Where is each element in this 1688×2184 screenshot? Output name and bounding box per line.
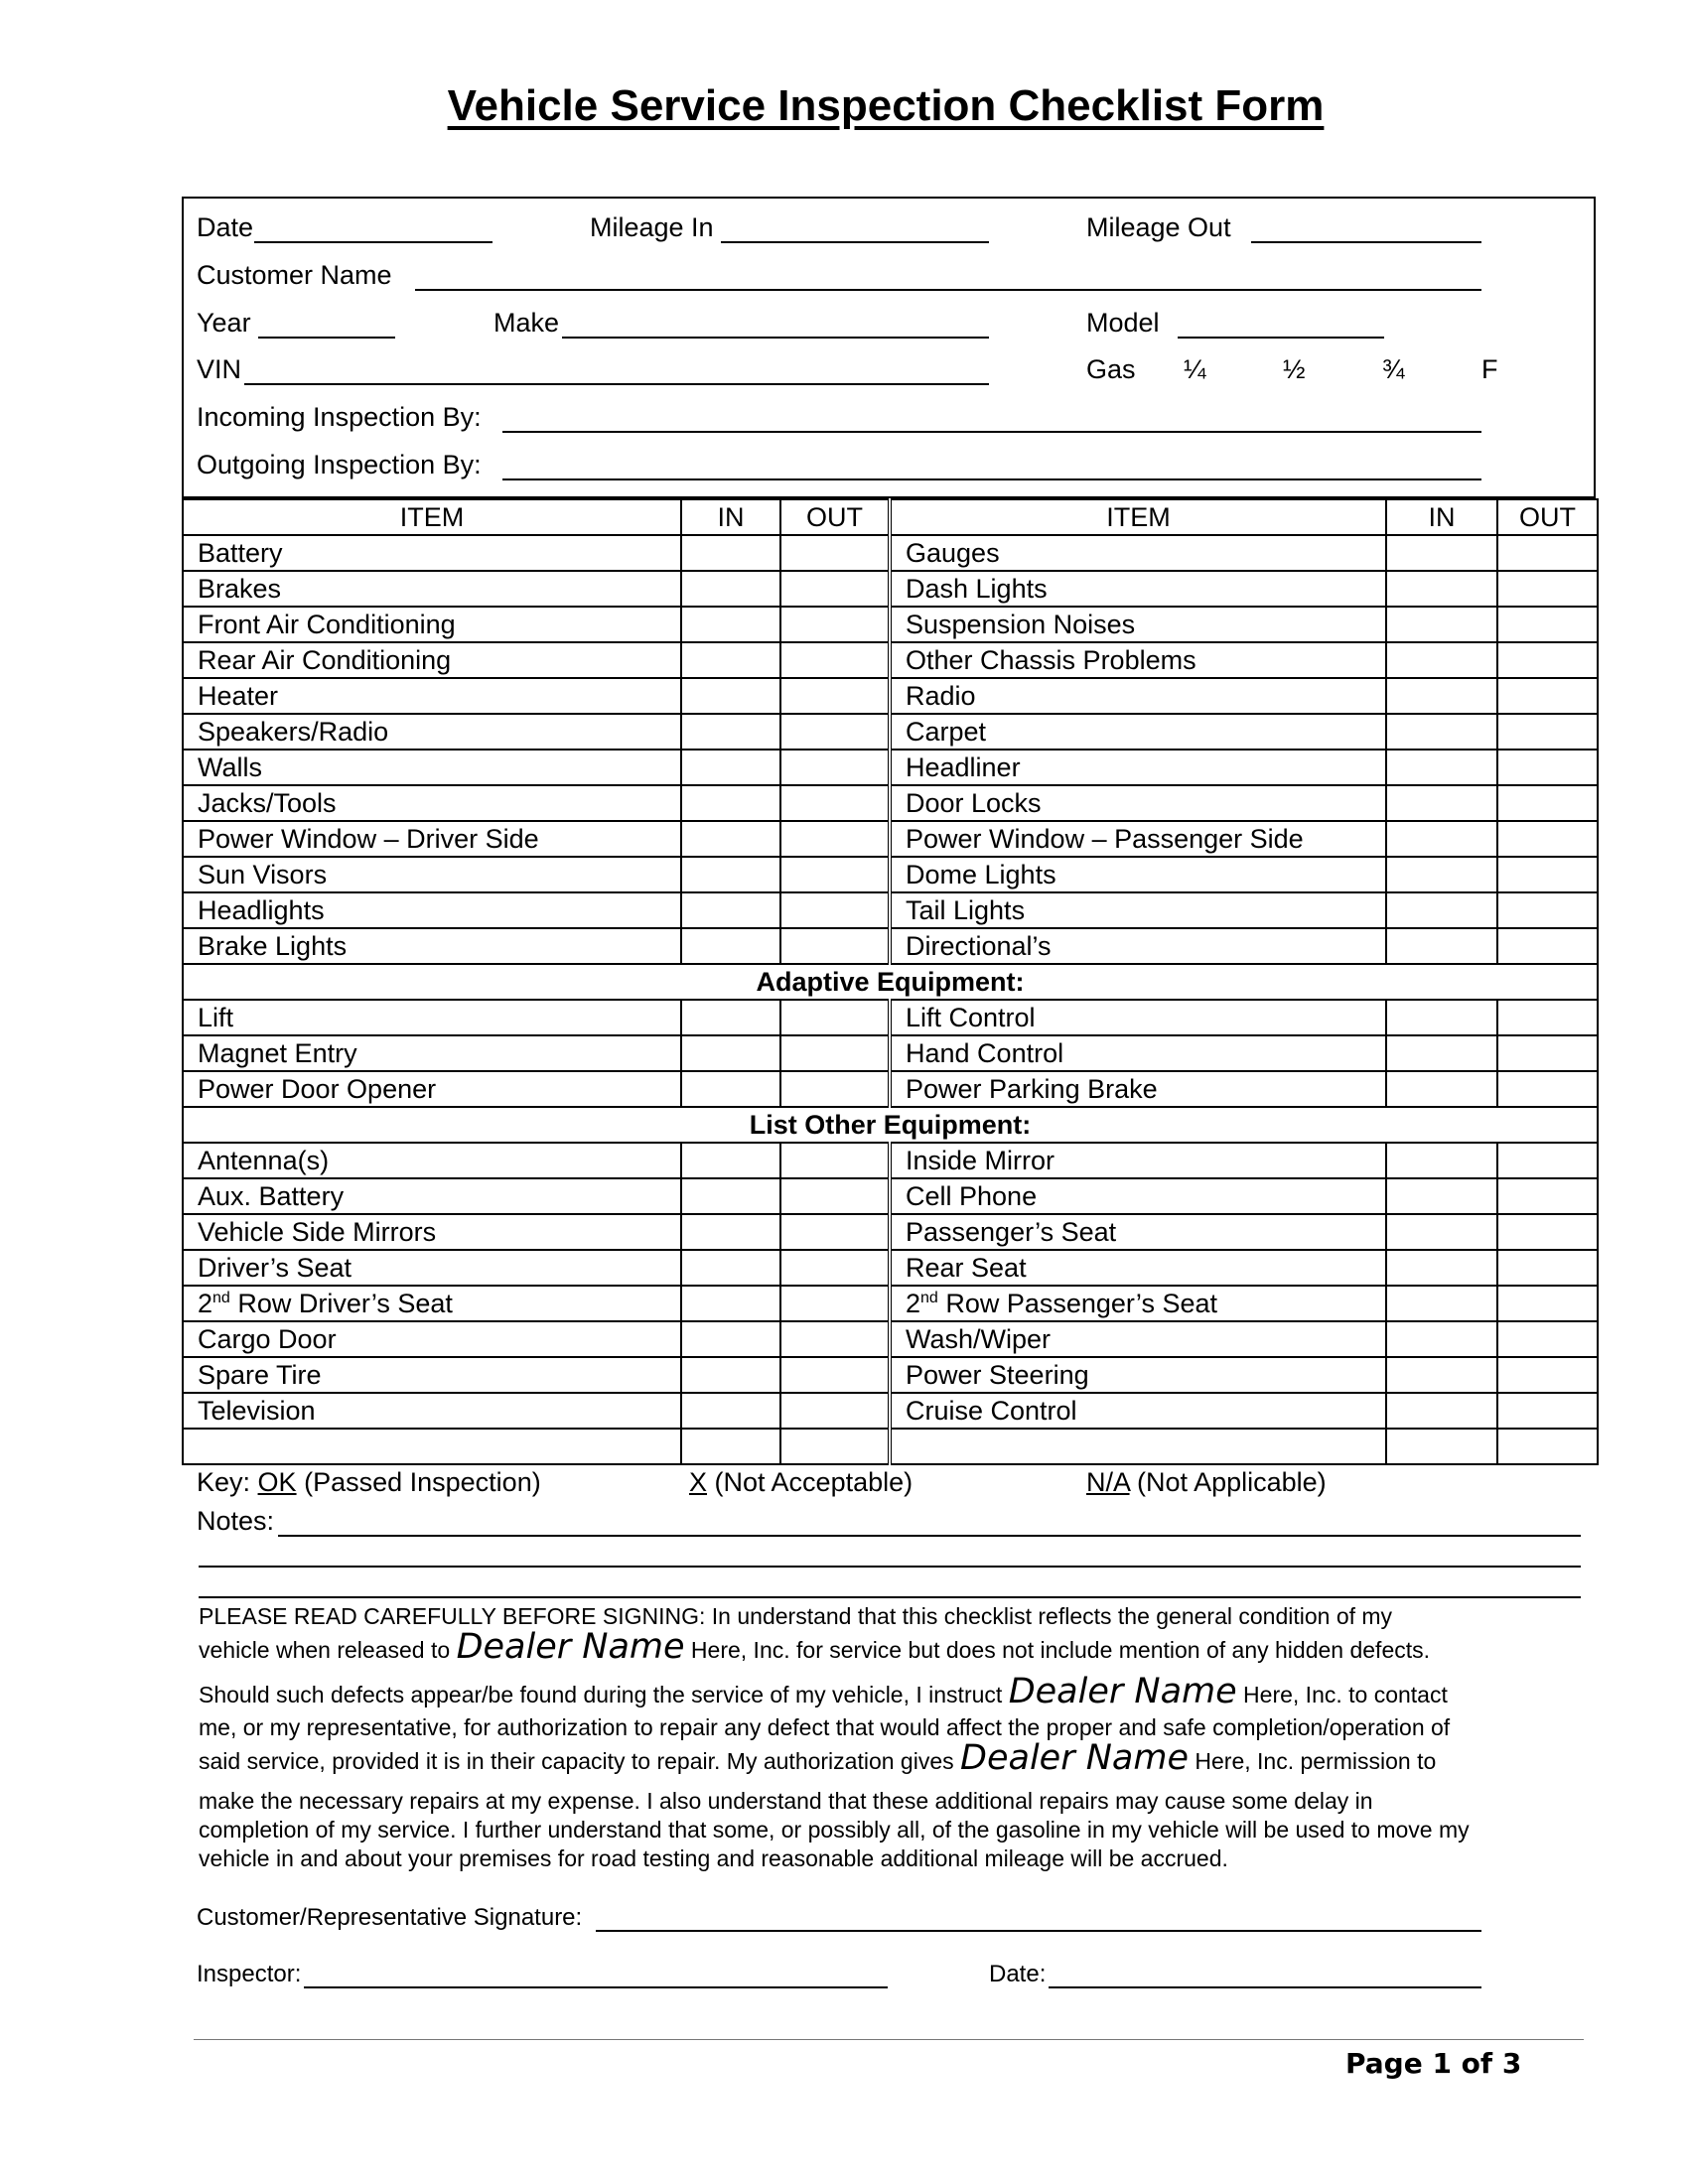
- table-header-row: [183, 499, 1598, 535]
- outgoing-inspection-field[interactable]: [502, 478, 1481, 480]
- table-row: [183, 678, 1598, 714]
- checklist-item-label: Power Parking Brake: [890, 1071, 1386, 1107]
- key-ok: OK: [257, 1467, 297, 1497]
- table-row: [183, 1393, 1598, 1429]
- year-label: Year: [197, 308, 251, 338]
- out-checkbox-cell[interactable]: [780, 1357, 890, 1393]
- disclaimer-text: Here, Inc. to contact: [1243, 1682, 1448, 1707]
- in-checkbox-cell[interactable]: [681, 678, 780, 714]
- table-row: [183, 1357, 1598, 1393]
- in-checkbox-cell[interactable]: [681, 1357, 780, 1393]
- out-checkbox-cell[interactable]: [780, 678, 890, 714]
- out-checkbox-cell[interactable]: [1497, 1178, 1598, 1214]
- in-checkbox-cell[interactable]: [1386, 892, 1497, 928]
- date-field[interactable]: [254, 241, 492, 243]
- gas-half-option[interactable]: ½: [1283, 354, 1306, 384]
- in-checkbox-cell[interactable]: [681, 1321, 780, 1357]
- out-checkbox-cell[interactable]: [780, 714, 890, 750]
- out-checkbox-cell[interactable]: [780, 535, 890, 571]
- disclaimer-line-6: make the necessary repairs at my expense. I also understand that these additional repairs may cause some delay in: [199, 1788, 1373, 1814]
- table-row: [183, 857, 1598, 892]
- blank-item-cell[interactable]: [183, 1429, 681, 1464]
- out-checkbox-cell[interactable]: [780, 642, 890, 678]
- in-checkbox-cell[interactable]: [681, 785, 780, 821]
- in-checkbox-cell[interactable]: [681, 571, 780, 607]
- checklist-item-label: Vehicle Side Mirrors: [183, 1214, 681, 1250]
- out-checkbox-cell[interactable]: [780, 607, 890, 642]
- in-column-header: IN: [681, 499, 780, 535]
- table-row: [183, 892, 1598, 928]
- in-checkbox-cell[interactable]: [681, 1393, 780, 1429]
- out-checkbox-cell[interactable]: [1497, 678, 1598, 714]
- blank-checkbox-cell[interactable]: [780, 1429, 890, 1464]
- checklist-item-label: Power Door Opener: [183, 1071, 681, 1107]
- checklist-item-label: Headlights: [183, 892, 681, 928]
- out-checkbox-cell[interactable]: [780, 1393, 890, 1429]
- in-checkbox-cell[interactable]: [1386, 1035, 1497, 1071]
- out-checkbox-cell[interactable]: [780, 1143, 890, 1178]
- in-checkbox-cell[interactable]: [681, 892, 780, 928]
- footer-divider: [194, 2039, 1584, 2040]
- out-checkbox-cell[interactable]: [1497, 571, 1598, 607]
- page-number: Page 1 of 3: [1345, 2047, 1522, 2080]
- customer-signature-label: Customer/Representative Signature:: [197, 1904, 583, 1931]
- in-checkbox-cell[interactable]: [1386, 1143, 1497, 1178]
- mileage-out-label: Mileage Out: [1086, 212, 1231, 242]
- checklist-item-label: Battery: [183, 535, 681, 571]
- item-column-header: ITEM: [183, 499, 681, 535]
- checklist-item-label: Other Chassis Problems: [890, 642, 1386, 678]
- checklist-item-label: Aux. Battery: [183, 1178, 681, 1214]
- make-field[interactable]: [562, 337, 989, 339]
- in-checkbox-cell[interactable]: [1386, 1214, 1497, 1250]
- in-checkbox-cell[interactable]: [681, 750, 780, 785]
- inspection-checklist-table: [182, 498, 1599, 1465]
- disclaimer-text: Here, Inc. permission to: [1195, 1748, 1437, 1774]
- checklist-item-label: Television: [183, 1393, 681, 1429]
- out-checkbox-cell[interactable]: [780, 1286, 890, 1321]
- gas-label: Gas: [1086, 354, 1136, 384]
- customer-name-field[interactable]: [415, 289, 1481, 291]
- in-checkbox-cell[interactable]: [1386, 1321, 1497, 1357]
- in-checkbox-cell[interactable]: [681, 1071, 780, 1107]
- table-row: [183, 1214, 1598, 1250]
- in-checkbox-cell[interactable]: [681, 1250, 780, 1286]
- disclaimer-line-4: me, or my representative, for authorization to repair any defect that would affect the proper and safe completion/operation of: [199, 1714, 1451, 1740]
- checklist-item-label: Radio: [890, 678, 1386, 714]
- disclaimer-line-2: [199, 1627, 1609, 1667]
- in-checkbox-cell[interactable]: [681, 857, 780, 892]
- in-checkbox-cell[interactable]: [1386, 928, 1497, 964]
- adaptive-equipment-heading: Adaptive Equipment:: [183, 964, 1598, 1000]
- customer-name-label: Customer Name: [197, 260, 392, 290]
- out-checkbox-cell[interactable]: [1497, 714, 1598, 750]
- item-column-header: ITEM: [890, 499, 1386, 535]
- table-row: [183, 1286, 1598, 1321]
- out-checkbox-cell[interactable]: [1497, 1393, 1598, 1429]
- checklist-item-label: Jacks/Tools: [183, 785, 681, 821]
- date-label: Date: [197, 212, 254, 242]
- out-checkbox-cell[interactable]: [1497, 1250, 1598, 1286]
- notes-line-1[interactable]: [278, 1535, 1581, 1537]
- key-ok-desc: (Passed Inspection): [304, 1467, 541, 1497]
- checklist-item-label: Door Locks: [890, 785, 1386, 821]
- disclaimer-text: said service, provided it is in their capacity to repair. My authorization gives: [199, 1748, 954, 1774]
- in-checkbox-cell[interactable]: [1386, 857, 1497, 892]
- out-checkbox-cell[interactable]: [1497, 1214, 1598, 1250]
- in-checkbox-cell[interactable]: [681, 821, 780, 857]
- checklist-item-label: Dome Lights: [890, 857, 1386, 892]
- in-checkbox-cell[interactable]: [681, 714, 780, 750]
- out-checkbox-cell[interactable]: [1497, 1286, 1598, 1321]
- checklist-item-label: Headliner: [890, 750, 1386, 785]
- checklist-item-label: Cruise Control: [890, 1393, 1386, 1429]
- out-checkbox-cell[interactable]: [1497, 642, 1598, 678]
- checklist-item-label: Power Window – Passenger Side: [890, 821, 1386, 857]
- notes-line-2[interactable]: [199, 1566, 1581, 1568]
- out-checkbox-cell[interactable]: [780, 785, 890, 821]
- blank-checkbox-cell[interactable]: [1497, 1429, 1598, 1464]
- out-checkbox-cell[interactable]: [1497, 1000, 1598, 1035]
- checklist-item-label: Rear Seat: [890, 1250, 1386, 1286]
- in-checkbox-cell[interactable]: [681, 1035, 780, 1071]
- table-row: [183, 1178, 1598, 1214]
- disclaimer-text: Here, Inc. for service but does not include mention of any hidden defects.: [690, 1637, 1431, 1663]
- checklist-item-label: Brakes: [183, 571, 681, 607]
- in-checkbox-cell[interactable]: [1386, 1178, 1497, 1214]
- dealer-name: Dealer Name: [456, 1627, 685, 1667]
- customer-signature-field[interactable]: [596, 1930, 1481, 1932]
- key-x-line: [689, 1467, 913, 1498]
- out-checkbox-cell[interactable]: [1497, 1143, 1598, 1178]
- table-row: [183, 1071, 1598, 1107]
- form-title: Vehicle Service Inspection Checklist Form: [447, 81, 1325, 130]
- in-checkbox-cell[interactable]: [681, 607, 780, 642]
- checklist-item-label: Rear Air Conditioning: [183, 642, 681, 678]
- out-checkbox-cell[interactable]: [1497, 1321, 1598, 1357]
- mileage-in-label: Mileage In: [590, 212, 714, 242]
- notes-label: Notes:: [197, 1506, 275, 1536]
- signature-date-label: Date:: [989, 1961, 1047, 1987]
- checklist-item-label: Brake Lights: [183, 928, 681, 964]
- blank-checkbox-cell[interactable]: [1386, 1429, 1497, 1464]
- in-checkbox-cell[interactable]: [1386, 607, 1497, 642]
- disclaimer-text: Should such defects appear/be found during the service of my vehicle, I instruct: [199, 1682, 1003, 1707]
- out-checkbox-cell[interactable]: [780, 857, 890, 892]
- out-checkbox-cell[interactable]: [1497, 1357, 1598, 1393]
- checklist-item-label: Inside Mirror: [890, 1143, 1386, 1178]
- in-checkbox-cell[interactable]: [1386, 1000, 1497, 1035]
- dealer-name: Dealer Name: [960, 1738, 1189, 1778]
- checklist-item-label: Antenna(s): [183, 1143, 681, 1178]
- out-checkbox-cell[interactable]: [1497, 607, 1598, 642]
- key-na-desc: (Not Applicable): [1137, 1467, 1327, 1497]
- in-checkbox-cell[interactable]: [1386, 678, 1497, 714]
- make-label: Make: [493, 308, 560, 338]
- out-checkbox-cell[interactable]: [1497, 857, 1598, 892]
- key-na: N/A: [1086, 1467, 1130, 1497]
- checklist-item-label: Front Air Conditioning: [183, 607, 681, 642]
- in-checkbox-cell[interactable]: [1386, 1357, 1497, 1393]
- checklist-item-label: Power Window – Driver Side: [183, 821, 681, 857]
- out-checkbox-cell[interactable]: [1497, 821, 1598, 857]
- table-row: [183, 1000, 1598, 1035]
- blank-item-cell[interactable]: [890, 1429, 1386, 1464]
- checklist-item-label: Gauges: [890, 535, 1386, 571]
- model-field[interactable]: [1178, 337, 1384, 339]
- checklist-item-label: Speakers/Radio: [183, 714, 681, 750]
- out-checkbox-cell[interactable]: [1497, 1035, 1598, 1071]
- checklist-item-label: Dash Lights: [890, 571, 1386, 607]
- out-checkbox-cell[interactable]: [780, 1035, 890, 1071]
- in-checkbox-cell[interactable]: [681, 1178, 780, 1214]
- in-checkbox-cell[interactable]: [1386, 642, 1497, 678]
- out-checkbox-cell[interactable]: [780, 750, 890, 785]
- table-row: [183, 1035, 1598, 1071]
- year-field[interactable]: [258, 337, 395, 339]
- table-row: [183, 607, 1598, 642]
- inspector-field[interactable]: [304, 1986, 888, 1988]
- checklist-item-label: Spare Tire: [183, 1357, 681, 1393]
- out-checkbox-cell[interactable]: [780, 1250, 890, 1286]
- vin-field[interactable]: [244, 383, 989, 385]
- checklist-item-label: Power Steering: [890, 1357, 1386, 1393]
- gas-full-option[interactable]: F: [1481, 354, 1498, 384]
- in-checkbox-cell[interactable]: [1386, 1393, 1497, 1429]
- checklist-item-label: Sun Visors: [183, 857, 681, 892]
- mileage-in-field[interactable]: [721, 241, 989, 243]
- checklist-item-label: Cell Phone: [890, 1178, 1386, 1214]
- in-checkbox-cell[interactable]: [1386, 750, 1497, 785]
- out-checkbox-cell[interactable]: [780, 821, 890, 857]
- other-equipment-heading: List Other Equipment:: [183, 1107, 1598, 1143]
- checklist-item-label: Magnet Entry: [183, 1035, 681, 1071]
- table-row: [183, 1143, 1598, 1178]
- out-checkbox-cell[interactable]: [1497, 785, 1598, 821]
- in-checkbox-cell[interactable]: [681, 1000, 780, 1035]
- out-checkbox-cell[interactable]: [780, 571, 890, 607]
- checklist-item-label: Hand Control: [890, 1035, 1386, 1071]
- blank-checkbox-cell[interactable]: [681, 1429, 780, 1464]
- table-row: [183, 571, 1598, 607]
- out-column-header: OUT: [1497, 499, 1598, 535]
- disclaimer-line-3: [199, 1672, 1609, 1711]
- checklist-item-label: Passenger’s Seat: [890, 1214, 1386, 1250]
- in-checkbox-cell[interactable]: [681, 928, 780, 964]
- notes-line-3[interactable]: [199, 1596, 1581, 1598]
- disclaimer-line-7: completion of my service. I further understand that some, or possibly all, of the gasoline in my vehicle will be used to move my: [199, 1817, 1470, 1843]
- in-column-header: IN: [1386, 499, 1497, 535]
- gas-quarter-option[interactable]: ¼: [1184, 354, 1206, 384]
- dealer-name: Dealer Name: [1008, 1672, 1237, 1711]
- out-checkbox-cell[interactable]: [780, 1321, 890, 1357]
- out-checkbox-cell[interactable]: [1497, 750, 1598, 785]
- outgoing-inspection-label: Outgoing Inspection By:: [197, 450, 482, 479]
- checklist-item-label: Driver’s Seat: [183, 1250, 681, 1286]
- vin-label: VIN: [197, 354, 242, 384]
- mileage-out-field[interactable]: [1251, 241, 1481, 243]
- section-row: [183, 1107, 1598, 1143]
- out-checkbox-cell[interactable]: [780, 892, 890, 928]
- key-line: [197, 1467, 541, 1498]
- in-checkbox-cell[interactable]: [1386, 1286, 1497, 1321]
- checklist-item-label: Heater: [183, 678, 681, 714]
- checklist-item-label: Suspension Noises: [890, 607, 1386, 642]
- table-row: [183, 535, 1598, 571]
- disclaimer-line-5: [199, 1738, 1609, 1778]
- out-checkbox-cell[interactable]: [780, 1000, 890, 1035]
- checklist-item-label: Walls: [183, 750, 681, 785]
- blank-row: [183, 1429, 1598, 1464]
- checklist-item-label: Lift Control: [890, 1000, 1386, 1035]
- model-label: Model: [1086, 308, 1160, 338]
- checklist-item-label: Wash/Wiper: [890, 1321, 1386, 1357]
- in-checkbox-cell[interactable]: [1386, 535, 1497, 571]
- checklist-item-label: Cargo Door: [183, 1321, 681, 1357]
- out-checkbox-cell[interactable]: [1497, 1071, 1598, 1107]
- checklist-item-label: Carpet: [890, 714, 1386, 750]
- in-checkbox-cell[interactable]: [1386, 785, 1497, 821]
- out-checkbox-cell[interactable]: [780, 928, 890, 964]
- checklist-item-label: 2nd Row Driver’s Seat: [183, 1286, 681, 1321]
- out-checkbox-cell[interactable]: [1497, 928, 1598, 964]
- disclaimer-text: vehicle when released to: [199, 1637, 451, 1663]
- in-checkbox-cell[interactable]: [681, 1143, 780, 1178]
- key-x-desc: (Not Acceptable): [714, 1467, 914, 1497]
- key-x: X: [689, 1467, 708, 1497]
- out-checkbox-cell[interactable]: [780, 1178, 890, 1214]
- table-row: [183, 1321, 1598, 1357]
- table-row: [183, 928, 1598, 964]
- in-checkbox-cell[interactable]: [681, 1286, 780, 1321]
- key-na-line: [1086, 1467, 1327, 1498]
- out-checkbox-cell[interactable]: [1497, 892, 1598, 928]
- incoming-inspection-field[interactable]: [502, 431, 1481, 433]
- checklist-item-label: Tail Lights: [890, 892, 1386, 928]
- disclaimer-line-8: vehicle in and about your premises for road testing and reasonable additional mileage will be accrued.: [199, 1845, 1228, 1871]
- out-checkbox-cell[interactable]: [780, 1214, 890, 1250]
- out-checkbox-cell[interactable]: [780, 1071, 890, 1107]
- table-row: [183, 750, 1598, 785]
- in-checkbox-cell[interactable]: [1386, 714, 1497, 750]
- in-checkbox-cell[interactable]: [1386, 1250, 1497, 1286]
- table-row: [183, 1250, 1598, 1286]
- gas-three-quarter-option[interactable]: ¾: [1382, 354, 1405, 384]
- in-checkbox-cell[interactable]: [681, 1214, 780, 1250]
- table-row: [183, 642, 1598, 678]
- incoming-inspection-label: Incoming Inspection By:: [197, 402, 482, 432]
- in-checkbox-cell[interactable]: [1386, 571, 1497, 607]
- table-row: [183, 785, 1598, 821]
- inspector-label: Inspector:: [197, 1961, 302, 1987]
- checklist-item-label: 2nd Row Passenger’s Seat: [890, 1286, 1386, 1321]
- key-prefix: Key:: [197, 1467, 251, 1497]
- checklist-item-label: Lift: [183, 1000, 681, 1035]
- disclaimer-line-1: PLEASE READ CAREFULLY BEFORE SIGNING: In understand that this checklist reflects the general condition of my: [199, 1603, 1393, 1629]
- out-column-header: OUT: [780, 499, 890, 535]
- in-checkbox-cell[interactable]: [681, 535, 780, 571]
- in-checkbox-cell[interactable]: [681, 642, 780, 678]
- signature-date-field[interactable]: [1049, 1986, 1481, 1988]
- section-row: [183, 964, 1598, 1000]
- in-checkbox-cell[interactable]: [1386, 1071, 1497, 1107]
- out-checkbox-cell[interactable]: [1497, 535, 1598, 571]
- table-row: [183, 714, 1598, 750]
- table-row: [183, 821, 1598, 857]
- in-checkbox-cell[interactable]: [1386, 821, 1497, 857]
- checklist-item-label: Directional’s: [890, 928, 1386, 964]
